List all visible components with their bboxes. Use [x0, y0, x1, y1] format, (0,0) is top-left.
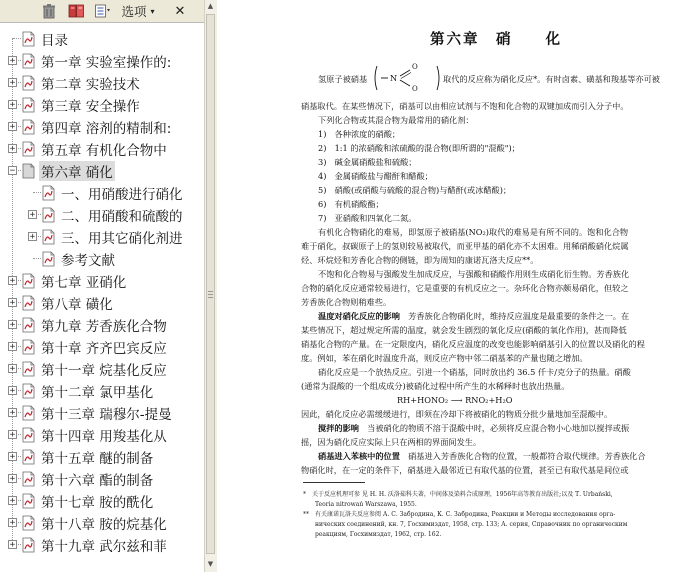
bookmark-page-icon — [42, 251, 55, 267]
scrollbar-thumb[interactable] — [206, 14, 215, 554]
bookmark-page-icon — [22, 295, 35, 311]
expand-icon[interactable]: + — [9, 342, 16, 352]
body-text-line: RH+HONO₂ ⟶ RNO₂+H₂O — [397, 395, 513, 405]
bookmarks-pane — [0, 0, 205, 572]
bookmark-label: 三、用其它硝化剂进 — [61, 231, 183, 247]
bookmark-item[interactable] — [0, 424, 190, 446]
bookmark-subitem[interactable] — [0, 182, 190, 204]
body-text-line: 下列化合物或其混合物为最常用的硝化剂： — [318, 115, 474, 125]
body-text-line: 摇，因为硝化反应实际上只在两相的界面间发生。 — [301, 437, 482, 447]
outline-list-icon — [95, 4, 111, 18]
bookmark-page-icon — [22, 119, 35, 135]
body-text-line: 硝基化合物的产量。在一定限度内，硝化反应温度的改变也能影响硝基引入的位置以及硝化的程 — [301, 339, 645, 349]
footnote-line: ** 有关康诺瓦洛夫反应参阅 А. С. Забродина, К. С. Забродина, Реакции и Методы исследования орга- — [303, 511, 616, 518]
bookmark-label: 第四章 溶剂的精制和: — [41, 121, 172, 137]
bookmark-item[interactable] — [0, 138, 190, 160]
options-label: 选项 — [121, 4, 147, 19]
body-text-line: 因此，硝化反应必需缓缓进行，即须在冷却下将被硝化的物质分批少量地加至混酸中。 — [301, 409, 613, 419]
bookmark-item[interactable] — [0, 490, 190, 512]
bookmark-page-icon — [42, 229, 55, 245]
bookmark-label: 第十五章 醚的制备 — [41, 451, 154, 467]
formula-oxygen-bottom: O — [412, 85, 418, 93]
body-text-line: 1) 各种浓度的硝酸； — [318, 129, 401, 139]
close-pane-button[interactable] — [172, 3, 188, 19]
expand-bookmark-button[interactable] — [94, 3, 112, 19]
body-text-line: 搅拌的影响 当被硝化的物质不溶于混酸中时，必须将反应混合物小心地加以搅拌或振 — [318, 423, 630, 433]
formula-nitrogen: N — [390, 73, 398, 83]
bookmark-label: 第二章 实验技术 — [41, 77, 140, 93]
bookmark-subitem[interactable] — [0, 226, 190, 248]
bookmark-item[interactable] — [0, 94, 190, 116]
body-text-line: 4) 金属硝酸盐与醋酐和醋酸； — [318, 171, 433, 181]
body-text-line: 有机化合物硝化的难易，即氢原子被硝基(NO₂)取代的难易是有所不同的。饱和化合物 — [318, 227, 629, 237]
body-text-line: 合物的硝化反应通常较易进行，它是重要的有机反应之一。杂环化合物亦颇易硝化，但较之 — [301, 283, 629, 293]
expand-icon[interactable]: + — [9, 386, 16, 396]
bookmark-page-icon — [22, 449, 35, 465]
bookmark-page-icon — [22, 515, 35, 531]
bookmark-item[interactable] — [0, 380, 190, 402]
bookmark-item[interactable] — [0, 512, 190, 534]
body-text-line: 度。例如，苯在硝化时温度升高，则反应产物中邻二硝基苯的产量也随之增加。 — [301, 353, 588, 363]
chevron-down-icon: ▾ — [150, 6, 155, 16]
body-text-line: 2) 1:1 的浓硝酸和浓硫酸的混合物(即所谓的"混酸")； — [318, 143, 520, 153]
expand-icon[interactable]: + — [9, 364, 16, 374]
close-icon: ✕ — [174, 3, 186, 19]
bookmark-label: 二、用硝酸和硫酸的 — [61, 209, 183, 225]
scroll-up-arrow-icon[interactable]: ▲ — [207, 2, 214, 10]
bookmark-page-icon — [22, 405, 35, 421]
bookmark-label: 第八章 磺化 — [41, 297, 113, 313]
bookmark-page-icon — [22, 273, 35, 289]
expand-icon[interactable]: + — [9, 298, 16, 308]
bookmarks-scrollbar[interactable] — [204, 0, 217, 572]
bookmark-item[interactable] — [0, 292, 190, 314]
bookmark-label: 第一章 实验室操作的: — [41, 55, 172, 71]
expand-icon[interactable]: + — [29, 232, 36, 242]
body-text-line: 难于硝化，叔碳原子上的氢则较易被取代，而亚甲基的硝化亦不太困难。用稀硝酸硝化烷属 — [301, 241, 629, 251]
collapse-icon[interactable]: − — [9, 166, 16, 176]
bookmark-label: 第十二章 氯甲基化 — [41, 385, 154, 401]
body-text-line: 7) 亚硝酸和四氧化二氮。 — [318, 213, 417, 223]
bookmark-item[interactable] — [0, 534, 190, 556]
bookmark-tree — [0, 28, 190, 572]
body-text-line: 温度对硝化反应的影响 芳香族化合物硝化时，维持反应温度是最重要的条件之一。在 — [318, 311, 630, 321]
bookmarks-toolbar — [0, 0, 204, 23]
bookmark-label: 第十章 齐齐巴宾反应 — [41, 341, 167, 357]
expand-icon[interactable]: + — [9, 496, 16, 506]
bookmark-subitem[interactable] — [0, 204, 190, 226]
bookmark-item[interactable] — [0, 28, 190, 50]
bookmark-page-icon — [22, 471, 35, 487]
bookmark-page-icon — [22, 493, 35, 509]
bookmark-item[interactable] — [0, 468, 190, 490]
bookmark-page-icon — [22, 339, 35, 355]
document-page — [217, 0, 679, 572]
body-text-line: 3) 碱金属硝酸盐和硫酸； — [318, 157, 417, 167]
expand-icon[interactable]: + — [9, 540, 16, 550]
body-text-line: 物硝化时，在一定的条件下，硝基进入最邻近已有取代基的位置，甚至已有取代基是间位或 — [301, 465, 629, 475]
bookmark-label: 参考文献 — [61, 253, 115, 269]
chapter-title: 第六章 硝 化 — [430, 31, 562, 48]
expand-icon[interactable]: + — [9, 122, 16, 132]
section-heading: 硝基进入苯核中的位置 — [318, 451, 400, 461]
bookmark-label: 第十七章 胺的酰化 — [41, 495, 154, 511]
body-text-line: 芳香族化合物则稍难些。 — [301, 297, 392, 307]
section-heading: 搅拌的影响 — [318, 423, 359, 433]
body-text-line: 硝基取代。在某些情况下，硝基可以由相应试剂与不饱和化合物的双键加成而引入分子中。 — [301, 101, 629, 111]
bookmark-label: 第十八章 胺的烷基化 — [41, 517, 167, 533]
bookmark-page-icon — [22, 427, 35, 443]
formula-oxygen-top: O — [412, 63, 418, 71]
expand-icon[interactable]: + — [9, 276, 16, 286]
tree-connector — [13, 38, 21, 39]
bookmark-subitem[interactable] — [0, 248, 190, 270]
bookmark-page-icon — [42, 185, 55, 201]
bookmark-page-icon — [22, 537, 35, 553]
bookmark-page-icon — [42, 207, 55, 223]
expand-icon[interactable]: + — [9, 144, 16, 154]
bookmark-item[interactable] — [0, 50, 190, 72]
section-heading: 温度对硝化反应的影响 — [318, 311, 400, 321]
body-text-line: 某些情况下，超过规定所需的温度，就会发生剧烈的氧化反应(硝酸的氧化作用)，甚而降低 — [301, 325, 627, 335]
expand-icon[interactable]: + — [9, 320, 16, 330]
body-text-line: 硝化反应是一个放热反应。引进一个硝基，同时放出约 36.5 仟卡/克分子的热量。硝酸 — [318, 367, 631, 377]
expand-icon[interactable]: + — [9, 78, 16, 88]
bookmark-label: 第十六章 酯的制备 — [41, 473, 154, 489]
bookmark-item[interactable] — [0, 402, 190, 424]
options-menu-button[interactable] — [116, 3, 160, 19]
bookmark-label: 第三章 安全操作 — [41, 99, 140, 115]
bookmark-current-icon — [22, 163, 35, 179]
body-text-line: (通常为混酸的一个组成成分)被硝化过程中所产生的水稀释时也放出热量。 — [301, 381, 570, 391]
bookmark-label: 目录 — [41, 33, 68, 49]
bookmark-item[interactable] — [0, 314, 190, 336]
body-text-line: 不饱和化合物易与强酸发生加成反应，与强酸和硝酸作用则生成硝化衍生物。芳香族化 — [318, 269, 630, 279]
bookmark-item[interactable] — [0, 160, 190, 182]
nitro-group-formula — [373, 64, 441, 92]
expand-icon[interactable]: + — [9, 56, 16, 66]
scroll-down-arrow-icon[interactable]: ▼ — [207, 560, 214, 568]
body-text-line: 5) 硝酸(或硝酸与硫酸的混合物)与醋酐(或冰醋酸)； — [318, 185, 512, 195]
body-text-line: 取代的反应称为硝化反应*。有时卤素、磺基和羧基等亦可被 — [443, 74, 660, 84]
bookmark-item[interactable] — [0, 116, 190, 138]
bookmark-label: 第五章 有机化合物中 — [41, 143, 167, 159]
footnote-line: нических соединений, кн. 7, Госхимиздат, 1958, стр. 133; А. серия, Справочник по органическим — [315, 521, 628, 528]
bookmark-item[interactable] — [0, 270, 190, 292]
bookmark-page-icon — [22, 317, 35, 333]
footnote-line: Teoria nitrowań Warszawa, 1955. — [315, 501, 417, 508]
body-text-line: 氢原子被硝基 — [318, 74, 368, 84]
new-bookmark-button[interactable] — [66, 3, 86, 19]
bookmark-label: 第六章 硝化 — [39, 161, 115, 181]
bookmark-item[interactable] — [0, 72, 190, 94]
footnote-rule — [303, 482, 365, 483]
expand-icon[interactable]: + — [29, 210, 36, 220]
body-text-line: 烃、环烷烃和芳香化合物的侧链，即为周知的康诺瓦洛夫反应**。 — [301, 255, 539, 265]
bookmark-item[interactable] — [0, 336, 190, 358]
bookmark-label: 第九章 芳香族化合物 — [41, 319, 167, 335]
body-text-line: 6) 有机硝酸酯； — [318, 199, 384, 209]
bookmark-book-icon — [68, 4, 85, 18]
tree-connector — [33, 192, 41, 193]
bookmark-label: 第七章 亚硝化 — [41, 275, 127, 291]
bookmark-label: 第十一章 烷基化反应 — [41, 363, 167, 379]
bookmark-page-icon — [22, 31, 35, 47]
bookmark-label: 第十三章 瑞穆尔-提曼 — [41, 407, 172, 423]
footnote-line: * 关于反应机理可参 见 H. H. 沃洛茹科夫著，中间体及染料合成原理，1956年高等教育出版社;以及 Т. Urbański, — [303, 491, 613, 498]
footnote-line: реакциям, Госхимиздат, 1962, стр. 162. — [315, 531, 442, 538]
bookmark-item[interactable] — [0, 358, 190, 380]
expand-icon[interactable]: + — [9, 452, 16, 462]
bookmark-label: 一、用硝酸进行硝化 — [61, 187, 183, 203]
delete-bookmark-button[interactable] — [40, 3, 58, 19]
expand-icon[interactable]: + — [9, 518, 16, 528]
expand-icon[interactable]: + — [9, 430, 16, 440]
bookmark-label: 第十九章 武尔兹和菲 — [41, 539, 167, 555]
bookmark-item[interactable] — [0, 446, 190, 468]
bookmark-page-icon — [22, 53, 35, 69]
tree-connector — [33, 258, 41, 259]
bookmark-page-icon — [22, 141, 35, 157]
bookmark-page-icon — [22, 361, 35, 377]
bookmark-page-icon — [22, 383, 35, 399]
bookmark-label: 第十四章 用羧基化从 — [41, 429, 167, 445]
expand-icon[interactable]: + — [9, 408, 16, 418]
bookmark-page-icon — [22, 97, 35, 113]
expand-icon[interactable]: + — [9, 474, 16, 484]
expand-icon[interactable]: + — [9, 100, 16, 110]
bookmark-page-icon — [22, 75, 35, 91]
trash-icon — [42, 4, 56, 19]
body-text-line: 硝基进入苯核中的位置 硝基进入芳香族化合物的位置，一般都符合取代规律。芳香族化合 — [318, 451, 646, 461]
